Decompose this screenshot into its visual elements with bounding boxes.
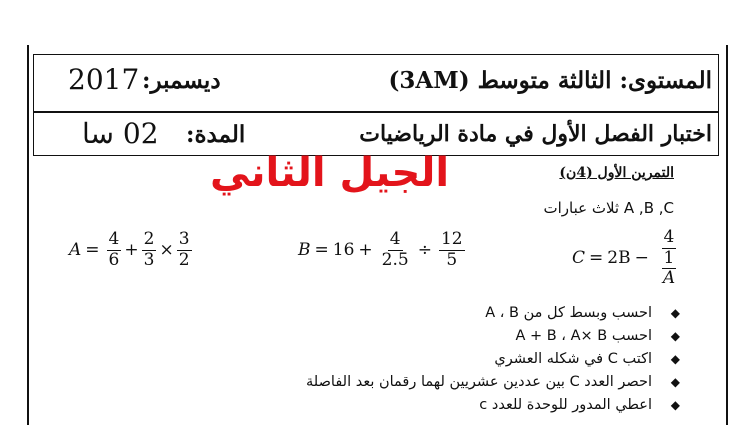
exercise-title: التمرين الأول (4ن): [559, 165, 674, 181]
task-text: اعطي المدور للوحدة للعدد c: [479, 397, 652, 413]
fraction: [439, 230, 465, 270]
numerator: 12: [440, 229, 463, 249]
diamond-bullet-icon: ◆: [670, 375, 680, 389]
numerator: 4: [389, 229, 401, 249]
diamond-bullet-icon: ◆: [670, 329, 680, 343]
numerator: 3: [178, 229, 190, 249]
minus-sign: −: [634, 248, 649, 269]
denominator: [656, 249, 682, 289]
fraction: [177, 230, 192, 270]
inner-fraction: [661, 249, 677, 289]
exam-title: اختبار الفصل الأول في مادة الرياضيات: [359, 121, 712, 147]
var-b: B: [298, 240, 311, 261]
task-text: اكتب C في شكله العشري: [494, 351, 652, 367]
denominator: 3: [143, 249, 155, 270]
equals-sign: =: [314, 240, 329, 261]
task-list: [306, 302, 680, 417]
list-item: [306, 302, 680, 325]
denominator: 6: [108, 249, 120, 270]
task-text: احصر العدد C بين عددين عشريين لهما رقمان بعد الفاصلة: [306, 374, 652, 390]
page-right-border: [726, 45, 728, 425]
header-divider: [34, 111, 718, 113]
task-text: احسب وبسط كل من A ، B: [485, 305, 652, 321]
term-2b: 2B: [607, 248, 631, 269]
expression-c: [572, 228, 685, 289]
list-item: [306, 371, 680, 394]
expression-b: [298, 230, 468, 270]
expression-a: [69, 230, 195, 270]
date-year: 2017: [68, 63, 140, 96]
list-item: [306, 325, 680, 348]
duration-label: المدة:: [186, 121, 246, 148]
denominator: 2: [178, 249, 190, 270]
plus-sign: +: [358, 240, 373, 261]
var-a: A: [69, 240, 82, 261]
date-label: ديسمبر:: [142, 67, 221, 94]
page-left-border: [27, 45, 29, 425]
exam-header-box: [33, 54, 719, 156]
fraction: [142, 230, 157, 270]
fraction: [380, 230, 411, 270]
diamond-bullet-icon: ◆: [670, 398, 680, 412]
list-item: [306, 348, 680, 371]
times-sign: ×: [159, 240, 174, 261]
denominator: 2.5: [381, 249, 409, 270]
equals-sign: =: [85, 240, 100, 261]
task-text: احسب A + B ، A× B: [515, 328, 652, 344]
inner-numerator: 1: [663, 247, 675, 268]
compound-fraction: [656, 228, 682, 289]
numerator: 4: [663, 227, 675, 247]
watermark-text: الجيل الثاني: [210, 150, 450, 196]
numerator: 2: [143, 229, 155, 249]
equals-sign: =: [589, 248, 604, 269]
var-c: C: [572, 248, 586, 269]
denominator: 5: [446, 249, 458, 270]
diamond-bullet-icon: ◆: [670, 306, 680, 320]
list-item: [306, 394, 680, 417]
numerator: 4: [108, 229, 120, 249]
duration-value: 02 سا: [82, 117, 159, 150]
plus-sign: +: [124, 240, 139, 261]
diamond-bullet-icon: ◆: [670, 352, 680, 366]
divide-sign: ÷: [417, 240, 432, 261]
level-label: المستوى: الثالثة متوسط (3AM): [388, 67, 712, 94]
integer-term: 16: [332, 240, 355, 261]
fraction: [107, 230, 122, 270]
exercise-intro: A ,B ,C ثلاث عبارات: [543, 199, 674, 217]
inner-denominator: A: [662, 268, 676, 289]
